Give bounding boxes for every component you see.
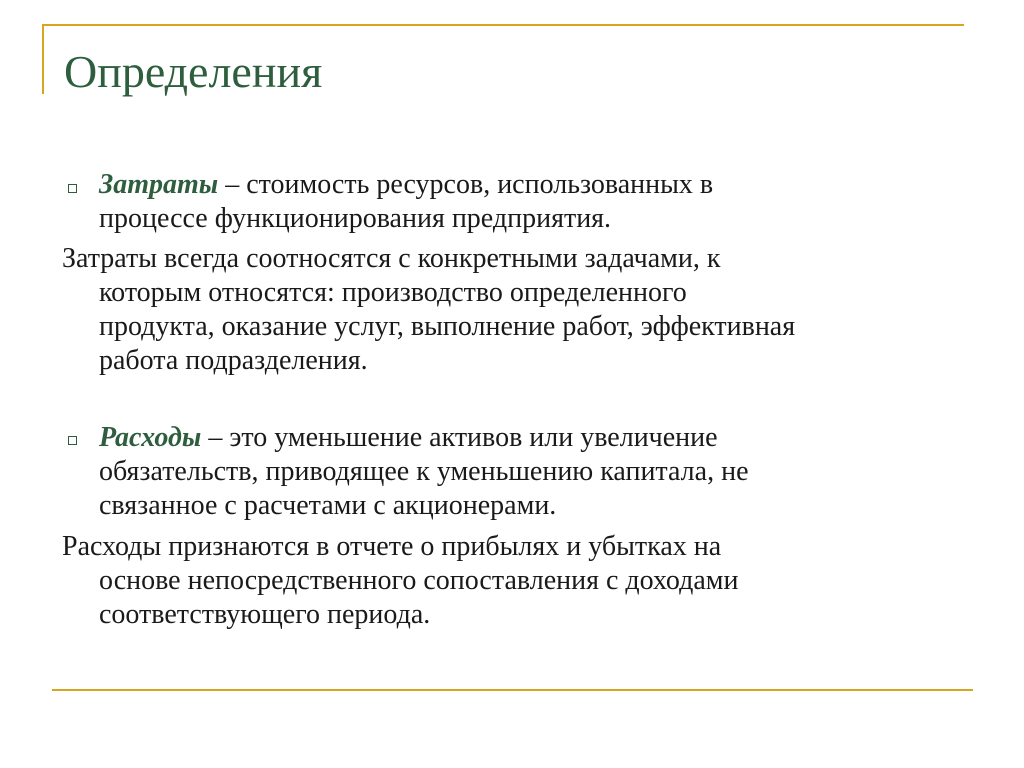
note-line: основе непосредственного сопоставления с доходами (99, 565, 739, 596)
definition-continuation: обязательств, приводящее к уменьшению капитала, не (99, 456, 749, 487)
definition-term: Затраты (99, 169, 219, 200)
definition-first-line (99, 421, 749, 455)
frame-top-line (42, 24, 964, 26)
square-bullet-icon (68, 436, 77, 445)
note-line: Расходы признаются в отчете о прибылях и убытках на (62, 531, 722, 562)
square-bullet-icon (68, 184, 77, 193)
note-expenses (62, 530, 738, 632)
definition-continuation: процессе функционирования предприятия. (99, 203, 612, 234)
definition-text: это уменьшение активов или увеличение (229, 422, 718, 453)
definition-first-line (99, 168, 713, 202)
definition-continuation: связанное с расчетами с акционерами. (99, 490, 557, 521)
note-line: продукта, оказание услуг, выполнение работ, эффективная (99, 311, 796, 342)
slide-title: Определения (64, 46, 323, 97)
definition-dash: – (201, 422, 230, 453)
frame-left-line (42, 24, 44, 94)
definition-text: стоимость ресурсов, использованных в (246, 169, 714, 200)
note-line: которым относятся: производство определенного (99, 277, 687, 308)
frame-bottom-line (52, 689, 973, 691)
note-line: работа подразделения. (99, 345, 368, 376)
definition-expenses-costs (99, 168, 713, 236)
note-line: соответствующего периода. (99, 599, 431, 630)
note-line: Затраты всегда соотносятся с конкретными задачами, к (62, 243, 721, 274)
definition-term: Расходы (99, 422, 202, 453)
definition-expenses (99, 421, 749, 523)
definition-dash: – (218, 169, 247, 200)
note-costs (62, 242, 795, 378)
